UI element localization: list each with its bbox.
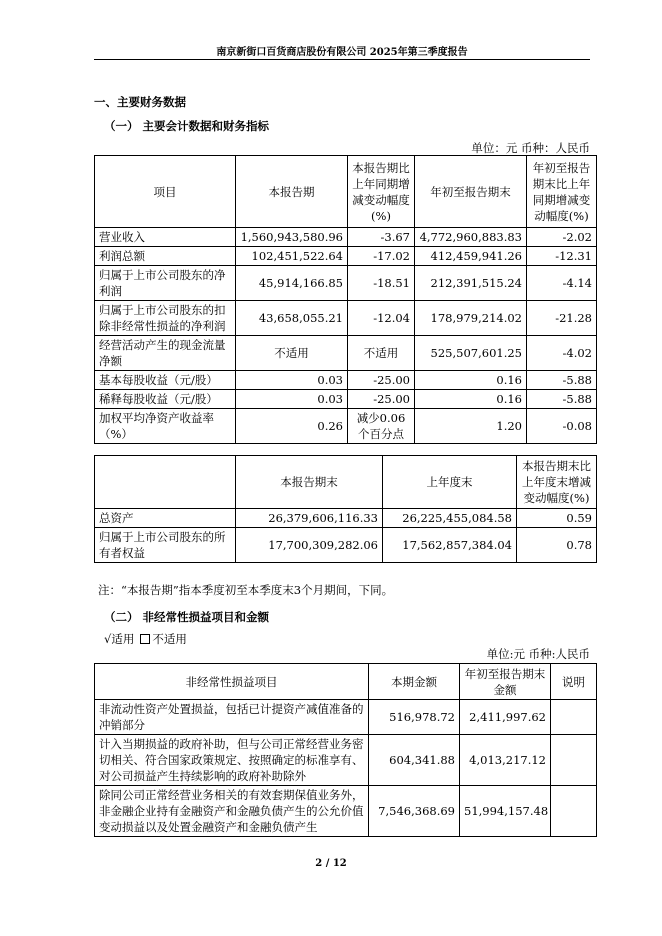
row-label: 基本每股收益（元/股）	[95, 371, 236, 390]
table-row	[95, 528, 597, 563]
cell-value: -17.02	[348, 247, 415, 266]
table-row	[95, 247, 597, 266]
table-row	[95, 371, 597, 390]
table-header-cell: 本报告期	[236, 156, 348, 228]
cell-value: 17,562,857,384.04	[383, 528, 517, 563]
cell-value: 102,451,522.64	[236, 247, 348, 266]
footnote: 注：“本报告期”指本季度初至本季度末3个月期间，下同。	[98, 583, 394, 597]
cell-value: 604,341.88	[369, 735, 460, 786]
page-number: 2 / 12	[315, 858, 347, 869]
cell-value: -18.51	[348, 266, 415, 301]
cell-value: 4,772,960,883.83	[415, 228, 527, 247]
table-row	[95, 301, 597, 336]
table-row	[95, 700, 597, 735]
cell-value: 26,225,455,084.58	[383, 509, 517, 528]
table-header-cell: 本期金额	[369, 664, 460, 700]
table-row	[95, 228, 597, 247]
row-label: 营业收入	[95, 228, 236, 247]
subsection-title: （二） 非经常性损益项目和金额	[104, 610, 270, 624]
cell-value: 不适用	[348, 336, 415, 371]
table-row	[95, 786, 597, 837]
row-label: 归属于上市公司股东的净利润	[95, 266, 236, 301]
cell-value: -4.02	[527, 336, 597, 371]
row-label: 归属于上市公司股东的扣除非经常性损益的净利润	[95, 301, 236, 336]
table-header-cell: 本报告期末	[236, 456, 383, 509]
cell-value: -25.00	[348, 371, 415, 390]
table-row	[95, 336, 597, 371]
unit-label: 单位：元 币种：人民币	[471, 141, 590, 155]
table-row	[95, 509, 597, 528]
unit-label: 单位:元 币种:人民币	[486, 647, 590, 661]
row-label: 计入当期损益的政府补助，但与公司正常经营业务密切相关、符合国家政策规定、按照确定的标准享有、对公司损益产生持续影响的政府补助除外	[95, 735, 369, 786]
cell-value: -5.88	[527, 390, 597, 409]
table-row	[95, 735, 597, 786]
page-header: 南京新街口百货商店股份有限公司 2025年第三季度报告	[216, 47, 468, 58]
table-header-cell: 年初至报告期末比上年同期增减变动幅度(%)	[527, 156, 597, 228]
row-label: 加权平均净资产收益率（%）	[95, 409, 236, 444]
cell-value: 7,546,368.69	[369, 786, 460, 837]
cell-value: 26,379,606,116.33	[236, 509, 383, 528]
cell-value: 525,507,601.25	[415, 336, 527, 371]
cell-value: 1,560,943,580.96	[236, 228, 348, 247]
not-applicable-option: 不适用	[152, 632, 187, 646]
table-header-cell: 本报告期末比上年度末增减变动幅度(%)	[517, 456, 597, 509]
cell-value: -0.08	[527, 409, 597, 444]
table-row	[95, 409, 597, 444]
row-label: 除同公司正常经营业务相关的有效套期保值业务外，非金融企业持有金融资产和金融负债产生的公允价值变动损益以及处置金融资产和金融负债产生	[95, 786, 369, 837]
row-label: 非流动性资产处置损益，包括已计提资产减值准备的冲销部分	[95, 700, 369, 735]
row-label: 总资产	[95, 509, 236, 528]
checkbox-icon	[140, 634, 150, 644]
cell-value: -2.02	[527, 228, 597, 247]
financial-data-table	[94, 155, 597, 444]
cell-value: -25.00	[348, 390, 415, 409]
table-header-cell: 非经常性损益项目	[95, 664, 369, 700]
cell-value: -12.04	[348, 301, 415, 336]
cell-value: 不适用	[236, 336, 348, 371]
cell-value: 516,978.72	[369, 700, 460, 735]
cell-value	[551, 786, 597, 837]
non-recurring-table	[94, 663, 597, 837]
cell-value: 减少0.06个百分点	[348, 409, 415, 444]
cell-value: 43,658,055.21	[236, 301, 348, 336]
cell-value: 51,994,157.48	[460, 786, 551, 837]
cell-value: -4.14	[527, 266, 597, 301]
applicable-option: √适用	[104, 632, 135, 646]
row-label: 经营活动产生的现金流量净额	[95, 336, 236, 371]
table-header-cell: 上年度末	[383, 456, 517, 509]
table-header-cell: 项目	[95, 156, 236, 228]
cell-value: 0.16	[415, 371, 527, 390]
cell-value: 0.03	[236, 390, 348, 409]
table-header-cell	[95, 456, 236, 509]
cell-value: 4,013,217.12	[460, 735, 551, 786]
header-rule	[94, 59, 590, 60]
cell-value: 0.78	[517, 528, 597, 563]
cell-value: 0.26	[236, 409, 348, 444]
cell-value: 212,391,515.24	[415, 266, 527, 301]
table-row	[95, 266, 597, 301]
subsection-title: （一） 主要会计数据和财务指标	[104, 119, 270, 133]
cell-value: 2,411,997.62	[460, 700, 551, 735]
table-row	[95, 390, 597, 409]
applicability-options	[104, 631, 187, 647]
row-label: 利润总额	[95, 247, 236, 266]
section-title: 一、主要财务数据	[94, 95, 186, 109]
cell-value: 178,979,214.02	[415, 301, 527, 336]
cell-value	[551, 735, 597, 786]
table-header-cell: 年初至报告期末	[415, 156, 527, 228]
balance-data-table	[94, 455, 597, 563]
cell-value: -12.31	[527, 247, 597, 266]
cell-value: 0.16	[415, 390, 527, 409]
cell-value: 17,700,309,282.06	[236, 528, 383, 563]
cell-value: 45,914,166.85	[236, 266, 348, 301]
cell-value	[551, 700, 597, 735]
cell-value: -5.88	[527, 371, 597, 390]
cell-value: 0.03	[236, 371, 348, 390]
cell-value: 0.59	[517, 509, 597, 528]
cell-value: 1.20	[415, 409, 527, 444]
cell-value: -3.67	[348, 228, 415, 247]
cell-value: 412,459,941.26	[415, 247, 527, 266]
cell-value: -21.28	[527, 301, 597, 336]
row-label: 稀释每股收益（元/股）	[95, 390, 236, 409]
table-header-cell: 说明	[551, 664, 597, 700]
row-label: 归属于上市公司股东的所有者权益	[95, 528, 236, 563]
table-header-cell: 本报告期比上年同期增减变动幅度(%)	[348, 156, 415, 228]
table-header-cell: 年初至报告期末金额	[460, 664, 551, 700]
